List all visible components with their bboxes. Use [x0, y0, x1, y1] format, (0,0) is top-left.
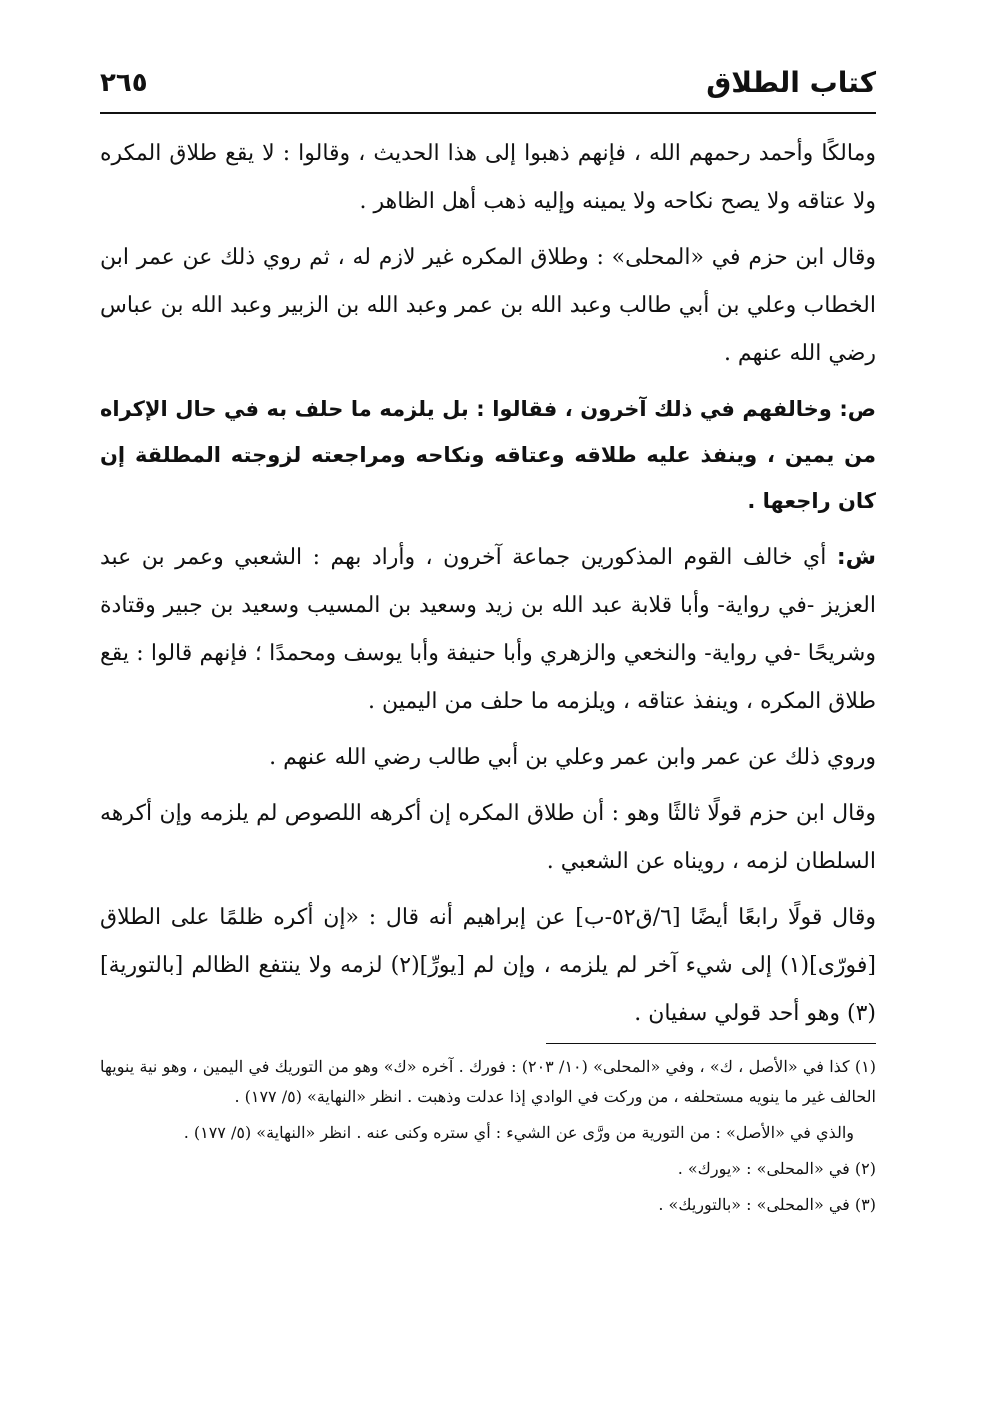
paragraph-text: وخالفهم في ذلك آخرون ، فقالوا : بل يلزمه ما حلف به في حال الإكراه من يمين ، وينفذ عليه طلاقه وعتاقه ونكاحه ومراجعته لزوجته المطلقة إن كان راجعها . — [100, 397, 876, 513]
page-number: ٢٦٥ — [100, 68, 148, 98]
paragraph-text: أي خالف القوم المذكورين جماعة آخرون ، وأراد بهم : الشعبي وعمر بن عبد العزيز -في رواية- وأبا قلابة عبد الله بن زيد وسعيد بن المسيب وسعيد بن جبير وقتادة وشريحًا -في رواية- والنخعي والزهري وأبا حنيفة وأبا يوسف ومحمدًا ؛ فإنهم قالوا : يقع طلاق المكره ، وينفذ عتاقه ، ويلزمه ما حلف من اليمين . — [100, 545, 876, 714]
footnote-1: (١) كذا في «الأصل ، ك» ، وفي «المحلى» (١٠/ ٢٠٣) : فورك . آخره «ك» وهو من التوريك في اليمين ، وهو نية ينويها الحالف غير ما ينويه مستحلفه ، من وركت في الوادي إذا عدلت وذهبت . انظر «النهاية» (٥/ ١٧٧) . — [100, 1057, 877, 1106]
footnote-divider — [546, 1043, 876, 1044]
chapter-title: كتاب الطلاق — [706, 66, 876, 99]
main-text — [100, 130, 876, 1046]
matn-marker: ص: — [839, 397, 876, 421]
footnote-1-continuation: والذي في «الأصل» : من التورية من ورَّى عن الشيء : أي ستره وكنى عنه . انظر «النهاية» (٥/ ١٧٧) . — [183, 1123, 854, 1142]
paragraph-5 — [100, 734, 876, 782]
header-divider — [100, 112, 876, 114]
paragraph-6 — [100, 790, 876, 886]
paragraph-text: وروي ذلك عن عمر وابن عمر وعلي بن أبي طالب رضي الله عنهم . — [269, 745, 876, 770]
footnote-3: (٣) في «المحلى» : «بالتوريك» . — [658, 1195, 876, 1214]
paragraph-2 — [100, 234, 876, 378]
page-header — [100, 66, 876, 110]
footnotes — [100, 1052, 876, 1226]
paragraph-7 — [100, 894, 876, 1038]
paragraph-text: وقال قولًا رابعًا أيضًا [٦/ق٥٢-ب] عن إبراهيم أنه قال : «إن أكره ظلمًا على الطلاق [فورّى](١) إلى شيء آخر لم يلزمه ، وإن لم [يورِّ](٢) لزمه ولا ينتفع الظالم [بالتورية](٣) وهو أحد قولي سفيان . — [100, 905, 877, 1026]
paragraph-1 — [100, 130, 876, 226]
sharh-paragraph — [100, 534, 876, 726]
matn-paragraph — [100, 386, 876, 524]
sharh-marker: ش: — [836, 545, 876, 570]
footnote-2: (٢) في «المحلى» : «يورك» . — [677, 1159, 876, 1178]
paragraph-text: وقال ابن حزم في «المحلى» : وطلاق المكره غير لازم له ، ثم روي ذلك عن عمر ابن الخطاب وعلي بن أبي طالب وعبد الله بن عمر وعبد الله بن الزبير وعبد الله بن عباس رضي الله عنهم . — [100, 245, 876, 366]
paragraph-text: ومالكًا وأحمد رحمهم الله ، فإنهم ذهبوا إلى هذا الحديث ، وقالوا : لا يقع طلاق المكره ولا عتاقه ولا يصح نكاحه ولا يمينه وإليه ذهب أهل الظاهر . — [100, 141, 876, 214]
paragraph-text: وقال ابن حزم قولًا ثالثًا وهو : أن طلاق المكره إن أكرهه اللصوص لم يلزمه وإن أكرهه السلطان لزمه ، رويناه عن الشعبي . — [100, 801, 876, 874]
